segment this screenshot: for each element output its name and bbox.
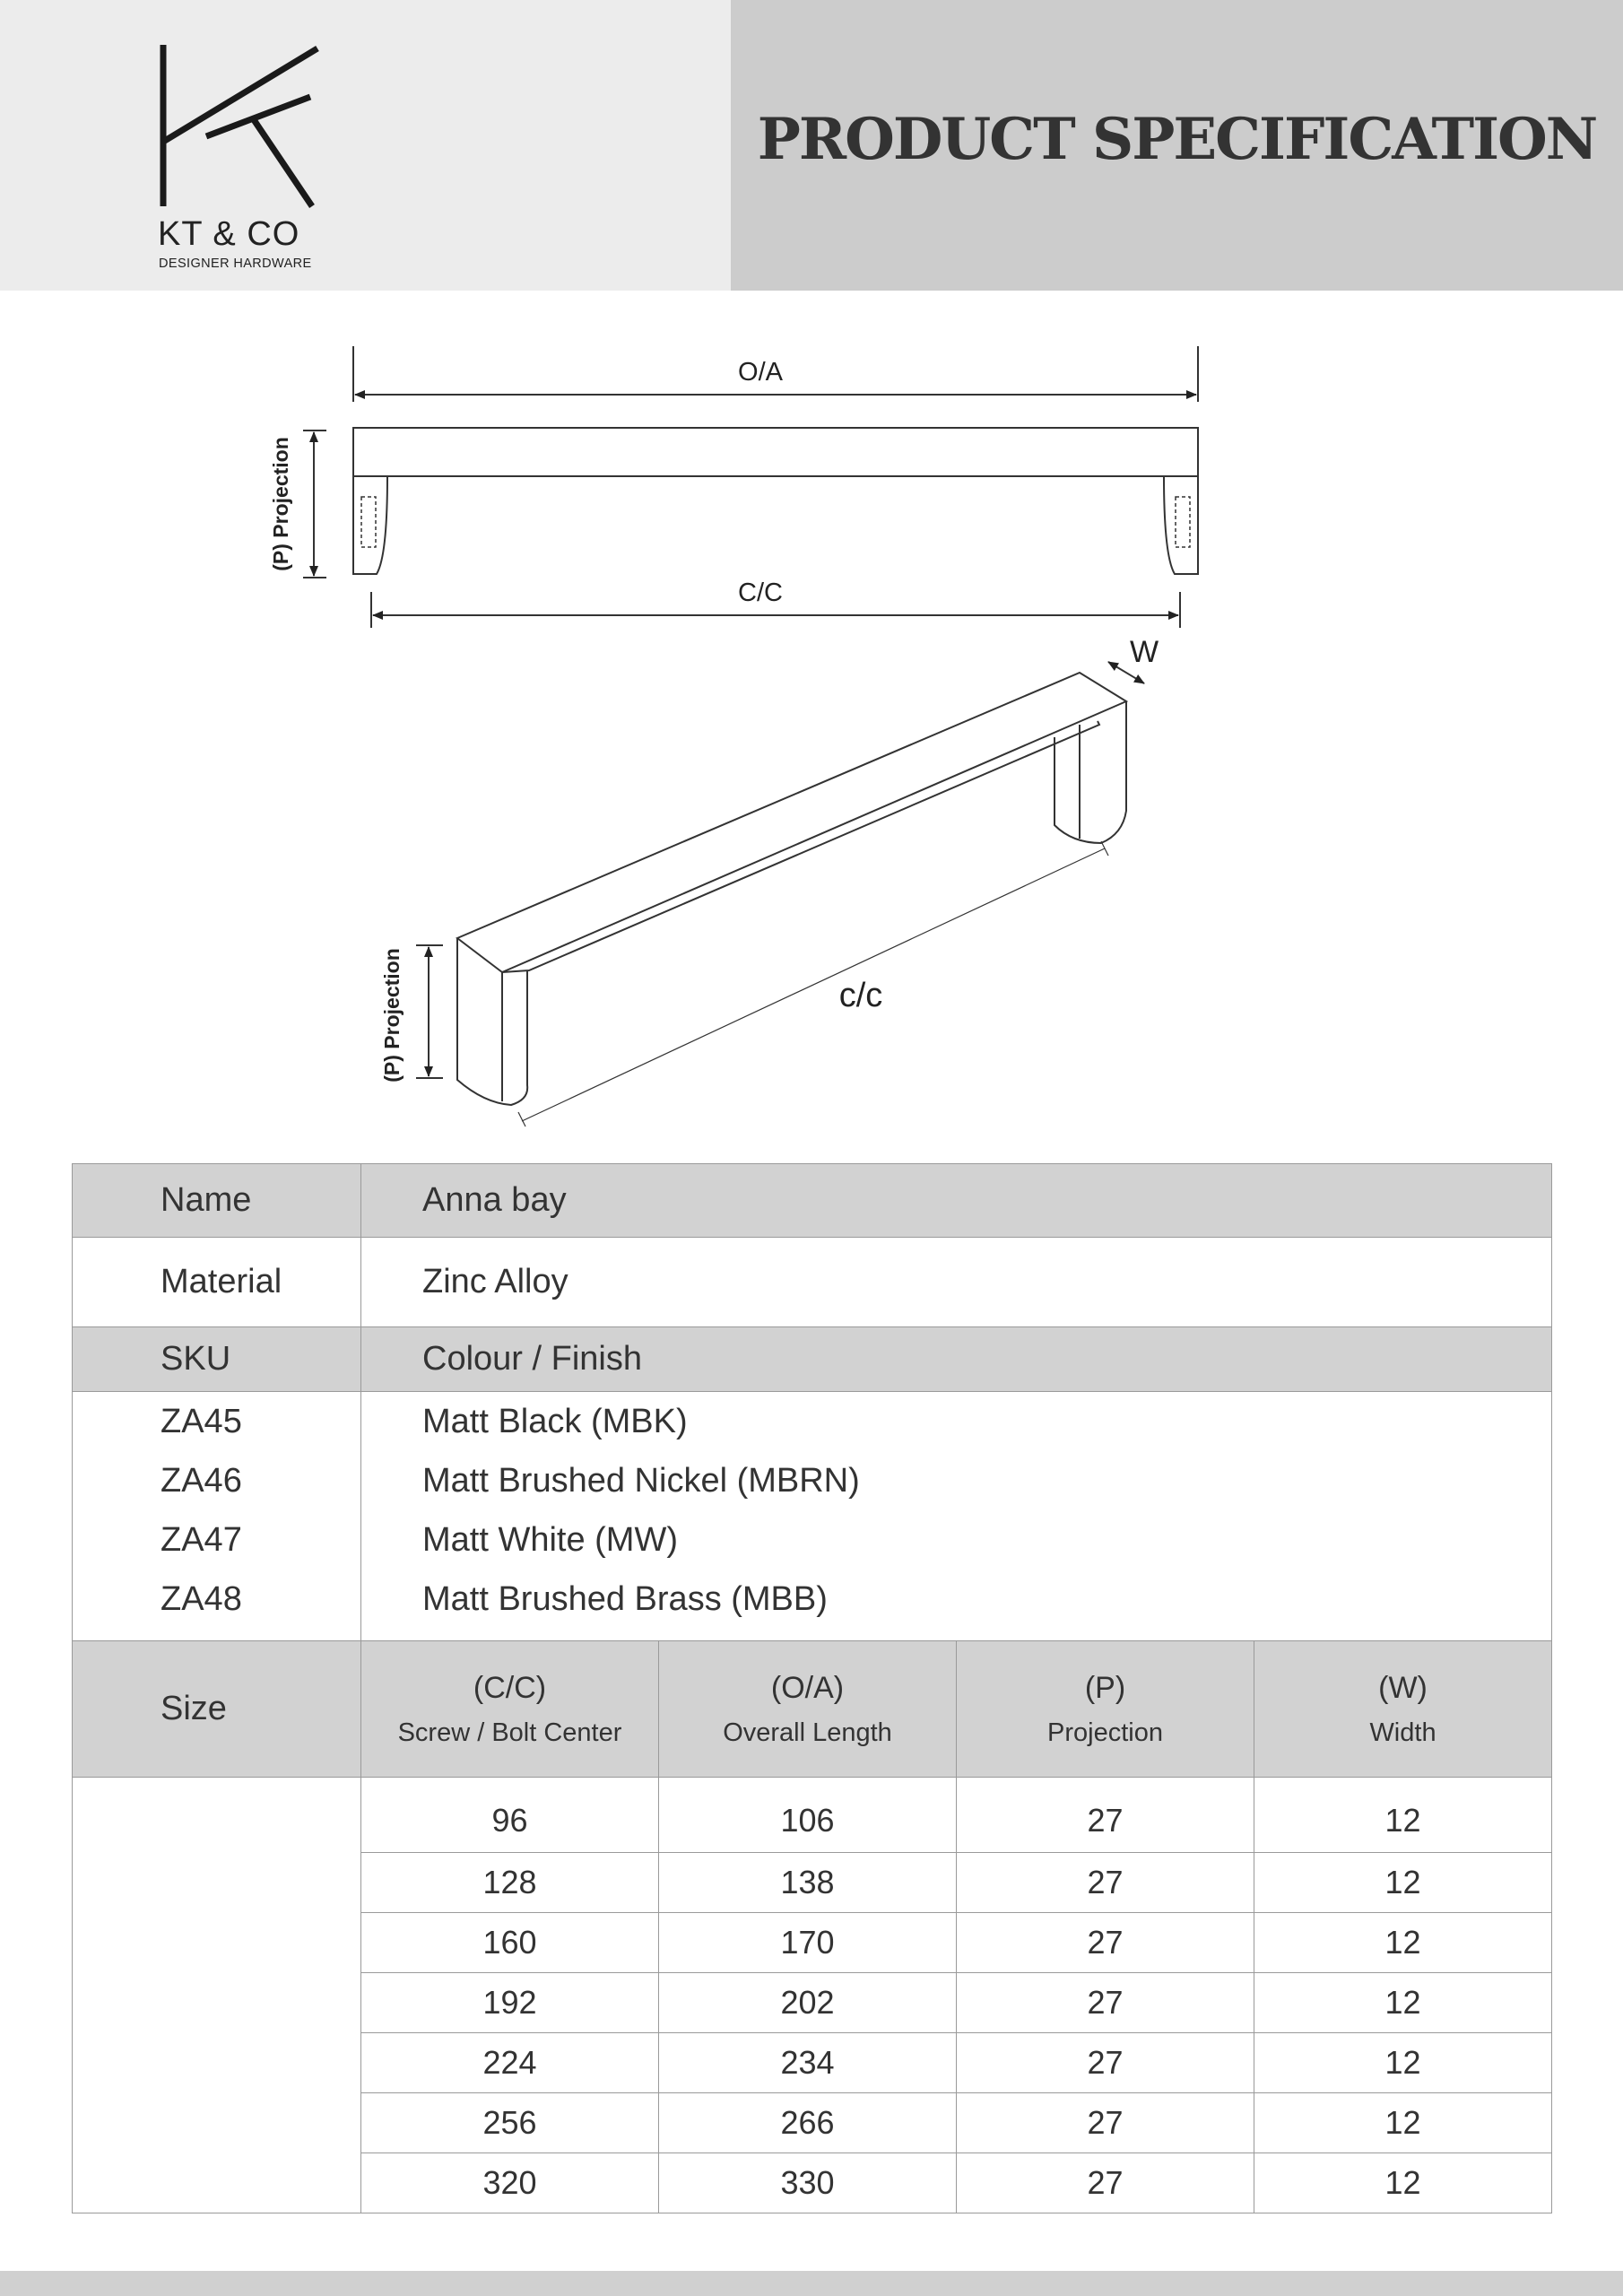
size-projection: 27 xyxy=(957,1853,1254,1913)
sku-label: SKU xyxy=(73,1327,361,1392)
sku-code: ZA46 xyxy=(161,1462,242,1500)
column-header-oa xyxy=(659,1641,957,1778)
size-width: 12 xyxy=(1254,1853,1552,1913)
size-projection: 27 xyxy=(957,2033,1254,2093)
column-header-w xyxy=(1254,1641,1552,1778)
size-width: 12 xyxy=(1254,2033,1552,2093)
size-oa: 106 xyxy=(659,1778,957,1853)
spec-row-skus xyxy=(73,1392,1552,1641)
finish-list xyxy=(361,1392,1552,1641)
column-desc: Overall Length xyxy=(723,1718,892,1747)
footer-bar xyxy=(0,2271,1623,2296)
finish-name: Matt White (MW) xyxy=(422,1521,678,1559)
finish-name: Matt Brushed Nickel (MBRN) xyxy=(422,1462,860,1500)
column-desc: Projection xyxy=(1047,1718,1163,1747)
size-width: 12 xyxy=(1254,2153,1552,2213)
sku-code-list xyxy=(73,1392,361,1641)
size-cc: 96 xyxy=(361,1778,659,1853)
size-oa: 138 xyxy=(659,1853,957,1913)
size-cc: 192 xyxy=(361,1973,659,2033)
size-row xyxy=(73,1778,1552,1853)
size-cc: 224 xyxy=(361,2033,659,2093)
page-title: PRODUCT SPECIFICATION xyxy=(757,106,1597,173)
size-projection: 27 xyxy=(957,1778,1254,1853)
material-label: Material xyxy=(73,1238,361,1327)
projection-label-lower: (P) Projection xyxy=(380,948,404,1083)
specification-table xyxy=(72,1163,1552,2213)
column-abbr: (W) xyxy=(1378,1670,1428,1705)
size-oa: 170 xyxy=(659,1913,957,1973)
size-width: 12 xyxy=(1254,1913,1552,1973)
size-cc: 160 xyxy=(361,1913,659,1973)
size-projection: 27 xyxy=(957,2153,1254,2213)
column-abbr: (P) xyxy=(1084,1670,1126,1705)
size-width: 12 xyxy=(1254,2093,1552,2153)
finish-name: Matt Brushed Brass (MBB) xyxy=(422,1580,828,1618)
spec-row-sku-header xyxy=(73,1327,1552,1392)
size-blank-cell xyxy=(73,1778,361,2213)
size-projection: 27 xyxy=(957,1973,1254,2033)
size-oa: 330 xyxy=(659,2153,957,2213)
finish-name: Matt Black (MBK) xyxy=(422,1403,688,1440)
handle-bar-elevation xyxy=(353,428,1198,476)
cc-label-upper: C/C xyxy=(738,578,783,607)
name-value: Anna bay xyxy=(361,1164,1552,1238)
size-width: 12 xyxy=(1254,1973,1552,2033)
size-projection: 27 xyxy=(957,1913,1254,1973)
width-label: W xyxy=(1129,635,1159,669)
column-desc: Screw / Bolt Center xyxy=(397,1718,622,1747)
sku-code: ZA47 xyxy=(161,1521,242,1559)
header-logo-panel xyxy=(0,0,731,291)
column-abbr: (C/C) xyxy=(473,1670,547,1705)
sku-code: ZA48 xyxy=(161,1580,242,1618)
size-oa: 202 xyxy=(659,1973,957,2033)
handle-technical-drawing xyxy=(0,291,1623,1152)
column-desc: Width xyxy=(1369,1718,1436,1747)
kt-logo-mark xyxy=(152,41,332,212)
name-label: Name xyxy=(73,1164,361,1238)
column-header-cc xyxy=(361,1641,659,1778)
size-label: Size xyxy=(73,1641,361,1778)
spec-row-name xyxy=(73,1164,1552,1238)
brand-tagline: DESIGNER HARDWARE xyxy=(159,257,312,271)
oa-label: O/A xyxy=(738,358,783,387)
cc-label-lower: c/c xyxy=(838,977,883,1014)
size-cc: 128 xyxy=(361,1853,659,1913)
size-projection: 27 xyxy=(957,2093,1254,2153)
size-width: 12 xyxy=(1254,1778,1552,1853)
size-oa: 266 xyxy=(659,2093,957,2153)
size-oa: 234 xyxy=(659,2033,957,2093)
spec-row-size-header xyxy=(73,1641,1552,1778)
column-header-p xyxy=(957,1641,1254,1778)
material-value: Zinc Alloy xyxy=(361,1238,1552,1327)
projection-label-upper: (P) Projection xyxy=(269,437,292,571)
size-cc: 320 xyxy=(361,2153,659,2213)
handle-bar-perspective xyxy=(457,673,1126,972)
spec-row-material xyxy=(73,1238,1552,1327)
size-cc: 256 xyxy=(361,2093,659,2153)
sku-code: ZA45 xyxy=(161,1403,242,1440)
column-abbr: (O/A) xyxy=(770,1670,845,1705)
finish-label: Colour / Finish xyxy=(361,1327,1552,1392)
brand-name: KT & CO xyxy=(158,215,300,253)
